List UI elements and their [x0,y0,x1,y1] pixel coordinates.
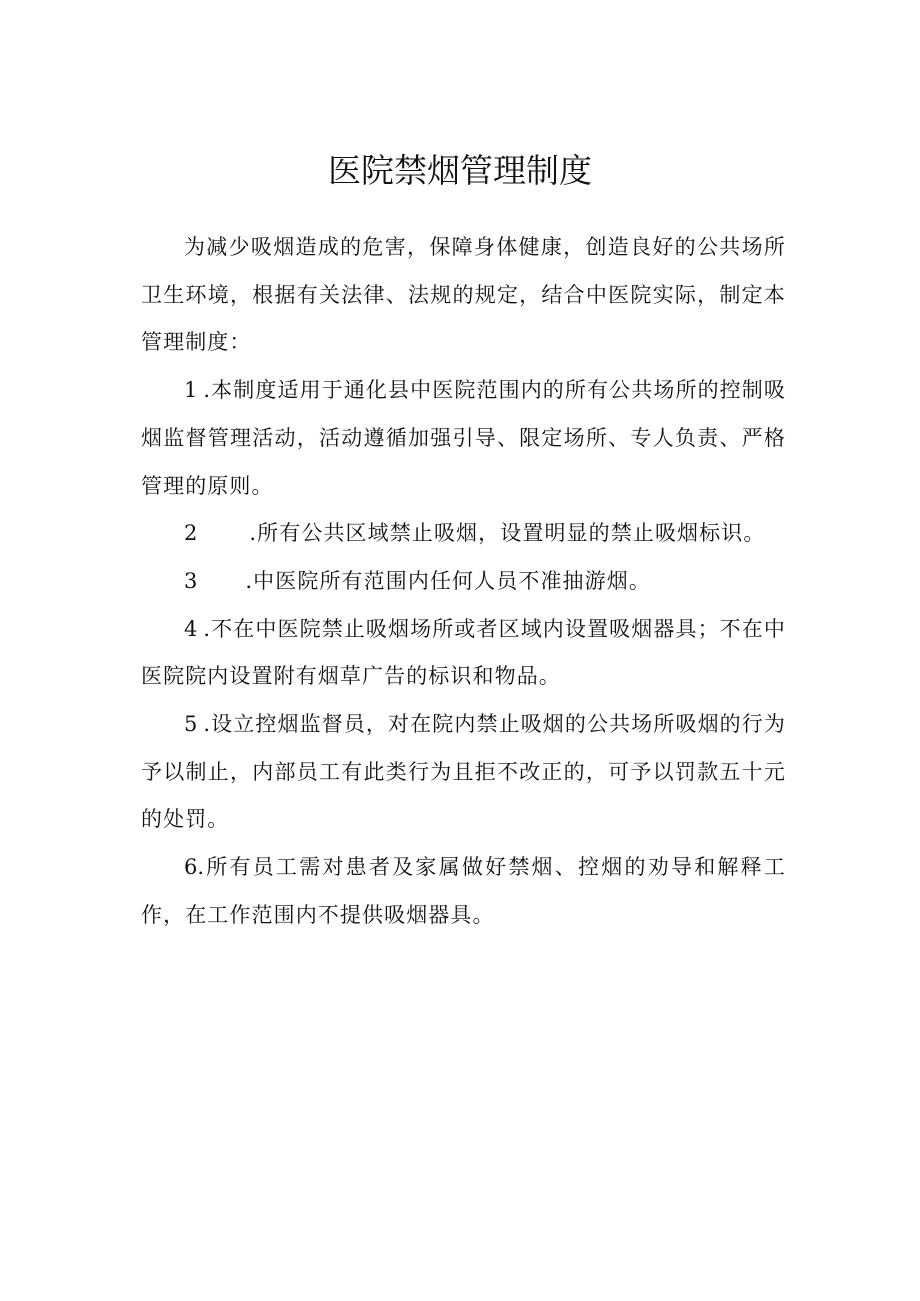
rule-text: .本制度适用于通化县中医院范围内的所有公共场所的控制吸烟监督管理活动，活动遵循加强引导、限定场所、专人负责、严格管理的原则。 [141,378,786,498]
rule-number: 5 [184,712,198,737]
rule-text: .所有员工需对患者及家属做好禁烟、控烟的劝导和解释工作，在工作范围内不提供吸烟器具。 [141,855,786,927]
rule-item-6 [141,844,786,939]
rule-number: 3 [184,568,198,593]
rule-item-4 [141,606,786,701]
rule-item-5 [141,701,786,844]
rule-text: .不在中医院禁止吸烟场所或者区域内设置吸烟器具；不在中医院院内设置附有烟草广告的标识和物品。 [141,616,786,689]
rule-text: .所有公共区域禁止吸烟，设置明显的禁止吸烟标识。 [249,521,766,546]
rule-number: 2 [184,521,198,546]
rule-item-1 [141,367,786,510]
document-title: 医院禁烟管理制度 [328,151,592,190]
intro-paragraph: 为减少吸烟造成的危害，保障身体健康，创造良好的公共场所卫生环境，根据有关法律、法规的规定，结合中医院实际，制定本管理制度： [141,235,786,355]
rule-number: 1 [184,378,198,403]
document-body [141,224,786,940]
rule-text: .设立控烟监督员，对在院内禁止吸烟的公共场所吸烟的行为予以制止，内部员工有此类行为且拒不改正的，可予以罚款五十元的处罚。 [141,712,786,832]
rule-number: 4 [184,616,198,641]
rule-number: 6 [184,855,198,880]
rule-text: .中医院所有范围内任何人员不准抽游烟。 [245,568,651,593]
rule-item-3 [141,558,786,606]
rule-item-2 [141,510,786,558]
